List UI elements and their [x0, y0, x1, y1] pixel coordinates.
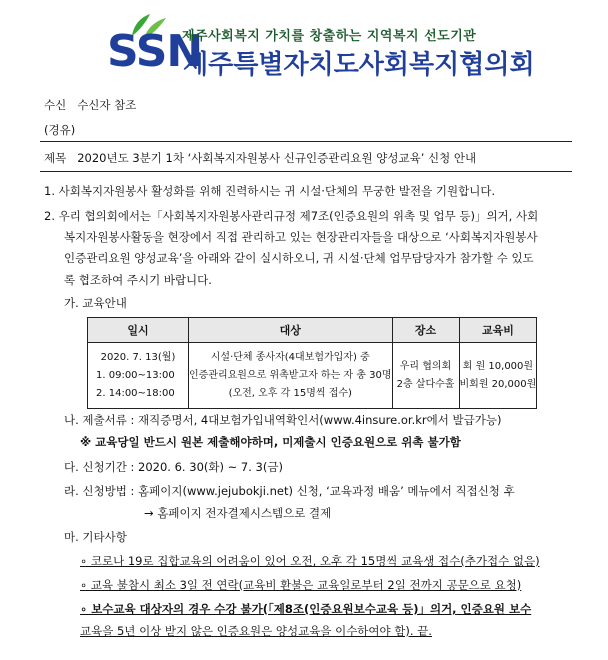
table-header-fee: 교육비 — [459, 318, 537, 343]
target-line: (오전, 오후 각 15명씩 접수) — [228, 387, 352, 399]
divider-top — [40, 141, 572, 142]
section-ra: 라. 신청방법 : 홈페이지(www.jejubokji.net) 신청, ‘교육과정 배움’ 메뉴에서 직접신청 후 — [64, 484, 515, 498]
payment-note: → 홈페이지 전자결제시스템으로 결제 — [144, 506, 332, 520]
section-ga: 가. 교육안내 — [64, 296, 127, 310]
recipient-value: 수신자 참조 — [77, 98, 137, 112]
note-covid: ∘ 코로나 19로 집합교육의 어려움이 있어 오전, 오후 각 15명씩 교육생 접수(추가접수 없음) — [80, 554, 540, 568]
education-table — [87, 317, 537, 409]
via-text: (경유) — [44, 123, 76, 137]
place-line: 2층 살다수홀 — [396, 378, 455, 390]
table-cell-target — [189, 343, 393, 409]
table-cell-date — [88, 343, 189, 409]
table-header-target: 대상 — [189, 318, 393, 343]
subject-value: 2020년도 3분기 1차 ‘사회복지자원봉사 신규인증관리요원 양성교육’ 신청 안내 — [77, 151, 477, 165]
submission-note: ※ 교육당일 반드시 원본 제출해야하며, 미제출시 인증요원으로 위촉 불가함 — [80, 435, 461, 449]
body-item-2-line-4: 록 협조하여 주시기 바랍니다. — [64, 273, 212, 287]
body-item-1: 1. 사회복지자원봉사 활성화를 위해 진력하시는 귀 시설·단체의 무궁한 발전을 기원합니다. — [44, 184, 496, 198]
subject-label: 제목 — [44, 151, 67, 165]
body-item-2-line-1: 2. 우리 협의회에서는「사회복지자원봉사관리규정 제7조(인증요원의 위촉 및 업무 등)」의거, 사회 — [44, 209, 539, 223]
ssn-logo: SSN — [107, 26, 203, 77]
note-retraining-cont: 교육을 5년 이상 받지 않은 인증요원은 양성교육을 이수하여야 함). 끝. — [80, 624, 432, 638]
note-absence: ∘ 교육 불참시 최소 3일 전 연락(교육비 환불은 교육일로부터 2일 전까지 공문으로 요청) — [80, 578, 522, 592]
table-header-place: 장소 — [392, 318, 459, 343]
date-line: 2. 14:00~18:00 — [96, 387, 175, 399]
body-item-2-line-3: 인증관리요원 양성교육’을 아래와 같이 실시하오니, 귀 시설·단체 업무담당자가 참가할 수 있도 — [64, 251, 534, 265]
recipient-row — [44, 97, 136, 113]
letterhead — [0, 0, 608, 92]
slogan: 제주사회복지 가치를 창출하는 지역복지 선도기관 — [182, 29, 477, 44]
divider-subject — [40, 171, 572, 172]
section-na: 나. 제출서류 : 재직증명서, 4대보험가입내역확인서(www.4insure.or.kr에서 발급가능) — [64, 413, 502, 427]
body-item-2-line-2: 복지자원봉사활동을 현장에서 직접 관리하고 있는 현장관리자들을 대상으로 ‘사회복지자원봉사 — [64, 230, 538, 244]
section-ma: 마. 기타사항 — [64, 530, 127, 544]
date-line: 1. 09:00~13:00 — [96, 369, 175, 381]
recipient-label: 수신 — [44, 98, 67, 112]
date-line: 2020. 7. 13(월) — [100, 351, 176, 363]
subject-row — [44, 150, 476, 166]
fee-line: 회 원 10,000원 — [462, 360, 534, 372]
table-cell-place — [392, 343, 459, 409]
section-da: 다. 신청기간 : 2020. 6. 30(화) ~ 7. 3(금) — [64, 460, 283, 474]
table-cell-fee — [459, 343, 537, 409]
target-line: 시설·단체 종사자(4대보험가입자) 중 — [210, 351, 370, 363]
note-retraining: ∘ 보수교육 대상자의 경우 수강 불가(「제8조(인증요원보수교육 등)」의거, 인증요원 보수 — [80, 602, 532, 616]
place-line: 우리 협의회 — [399, 360, 452, 372]
fee-line: 비회원 20,000원 — [459, 378, 537, 390]
organization-name: 제주특별자치도사회복지협의회 — [183, 50, 535, 80]
table-header-date: 일시 — [88, 318, 189, 343]
target-line: 인증관리요원으로 위촉받고자 하는 자 총 30명 — [189, 369, 392, 381]
